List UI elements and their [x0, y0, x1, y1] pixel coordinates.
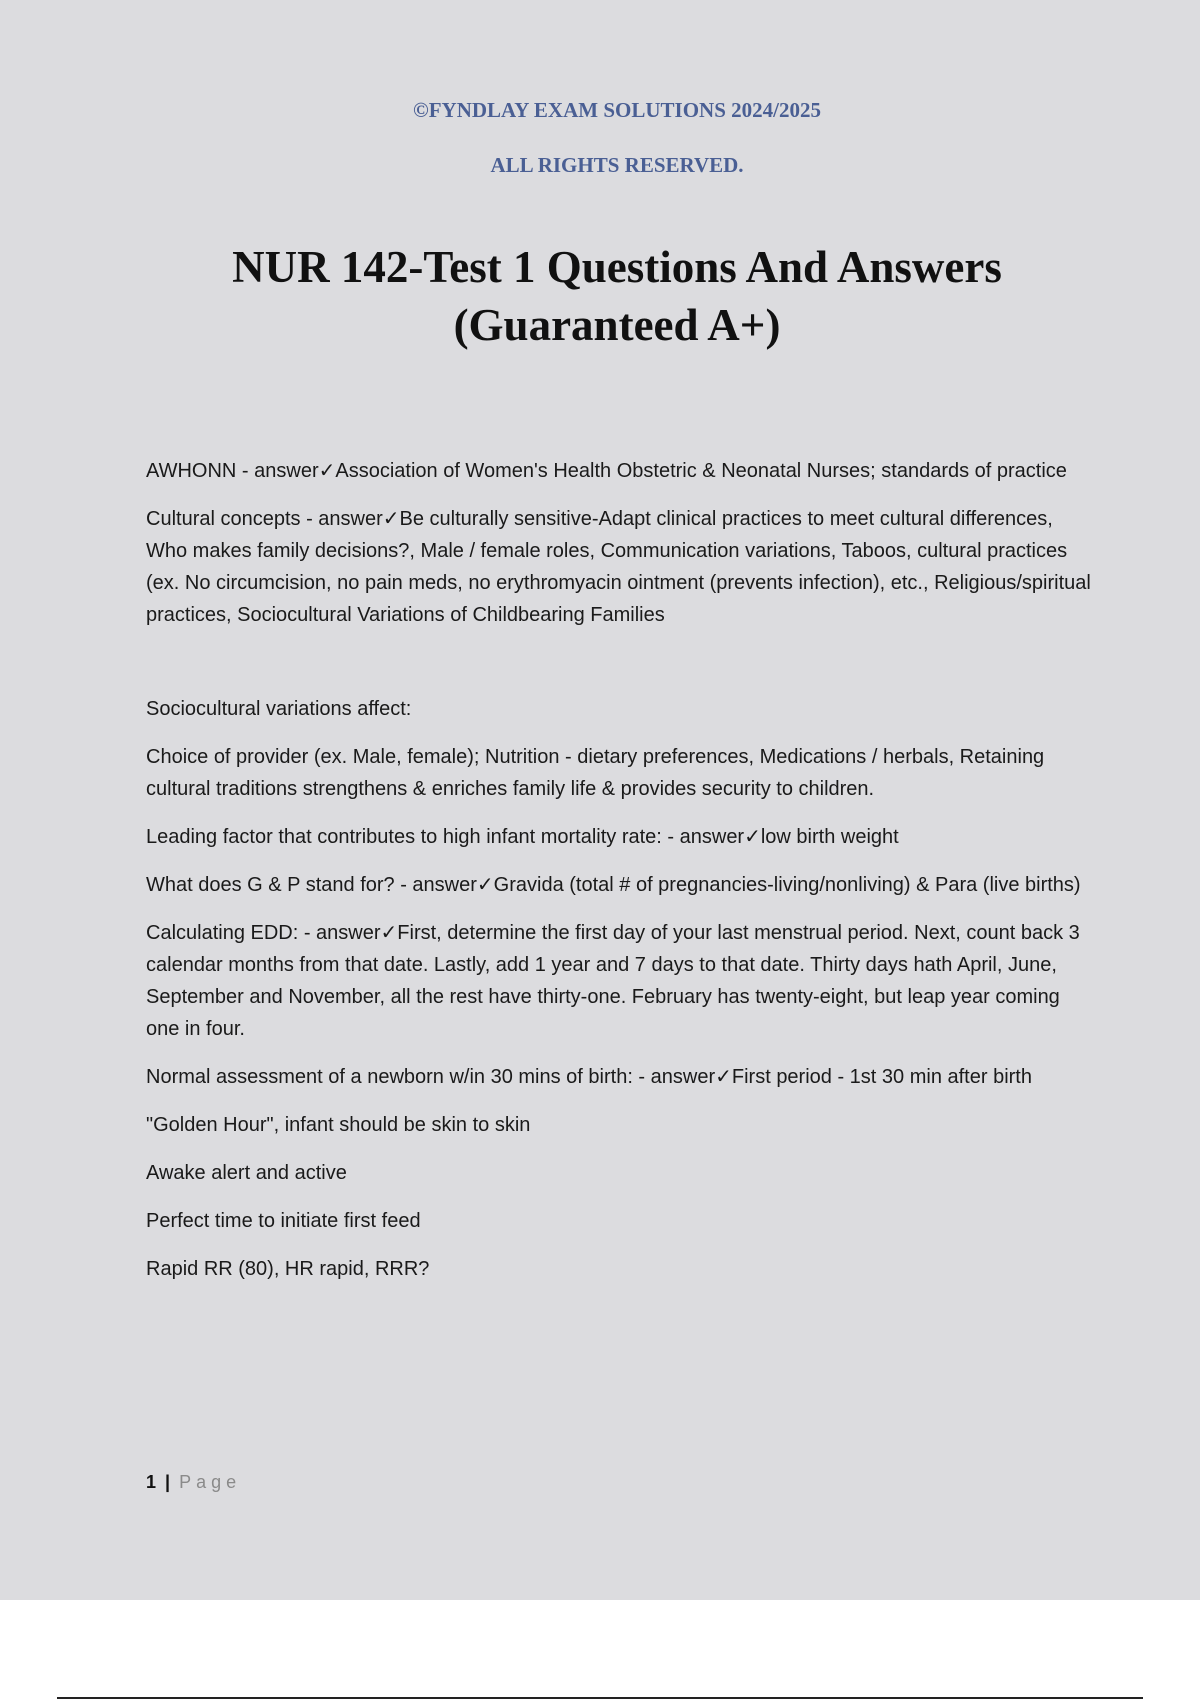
page-separator: |	[165, 1472, 171, 1492]
page-label: Page	[179, 1472, 242, 1492]
paragraph-infant-mortality: Leading factor that contributes to high infant mortality rate: - answer✓low birth weight	[146, 826, 899, 848]
page-number: 1	[146, 1472, 157, 1492]
paragraph-choice-of-provider: Choice of provider (ex. Male, female); Nutrition - dietary preferences, Medications / herbals, Retaining cultural traditions strengthens & enriches family life & provides security to children.	[146, 746, 1045, 800]
title-line-2: (Guaranteed A+)	[453, 300, 781, 350]
document-title	[0, 238, 1200, 354]
paragraph-golden-hour: "Golden Hour", infant should be skin to skin	[146, 1114, 531, 1136]
page-divider	[57, 1697, 1143, 1699]
paragraph-cultural-concepts: Cultural concepts - answer✓Be culturally sensitive-Adapt clinical practices to meet cultural differences, Who makes family decisions?, Male / female roles, Communication variations, Taboos, cultural practices (ex. No circumcision, no pain meds, no erythromyacin ointment (prevents infection), etc., Religious/spiritual practices, Sociocultural Variations of Childbearing Families	[146, 508, 1091, 626]
paragraph-first-feed: Perfect time to initiate first feed	[146, 1210, 421, 1232]
page-footer	[146, 1472, 241, 1493]
paragraph-newborn-assessment: Normal assessment of a newborn w/in 30 mins of birth: - answer✓First period - 1st 30 min after birth	[146, 1066, 1032, 1088]
paragraph-calculating-edd: Calculating EDD: - answer✓First, determine the first day of your last menstrual period. Next, count back 3 calendar months from that date. Lastly, add 1 year and 7 days to that date. Thirty days hath April, June, September and November, all the rest have thirty-one. February has twenty-eight, but leap year coming one in four.	[146, 922, 1080, 1040]
paragraph-g-and-p: What does G & P stand for? - answer✓Gravida (total # of pregnancies-living/nonliving) & Para (live births)	[146, 874, 1081, 896]
paragraph-sociocultural-heading: Sociocultural variations affect:	[146, 698, 412, 720]
paragraph-awhonn: AWHONN - answer✓Association of Women's Health Obstetric & Neonatal Nurses; standards of practice	[146, 460, 1067, 482]
paragraph-rapid-rr: Rapid RR (80), HR rapid, RRR?	[146, 1258, 430, 1280]
rights-reserved-line: ALL RIGHTS RESERVED.	[490, 153, 744, 177]
document-body	[146, 455, 1096, 1301]
title-line-1: NUR 142-Test 1 Questions And Answers	[232, 242, 1002, 292]
copyright-line: ©FYNDLAY EXAM SOLUTIONS 2024/2025	[413, 98, 821, 122]
paragraph-awake-alert: Awake alert and active	[146, 1162, 347, 1184]
